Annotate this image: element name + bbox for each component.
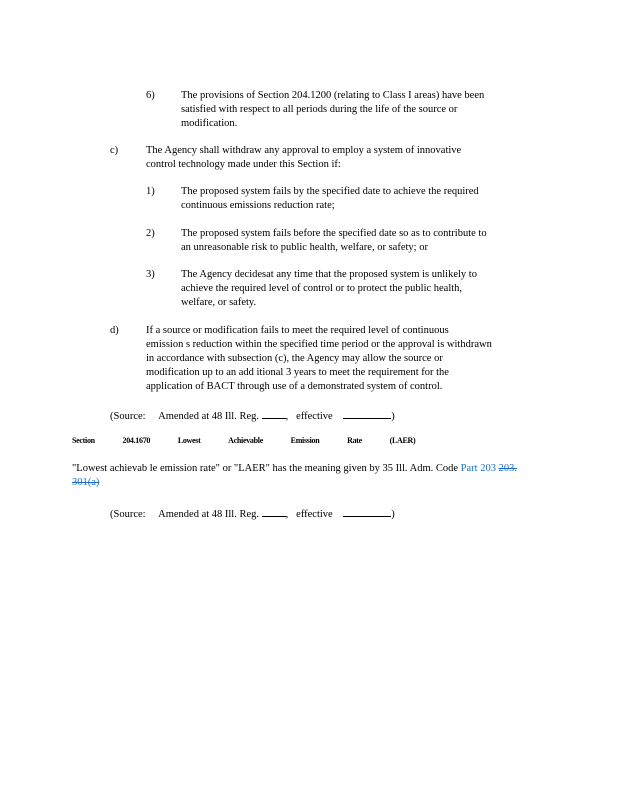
- source-note-1: [110, 408, 395, 424]
- source-effective: effective: [296, 411, 333, 422]
- item-c-line-1: The Agency shall withdraw any approval to employ a system of innovative: [146, 145, 462, 156]
- source-note-2: [110, 506, 395, 522]
- source-close-2: ): [391, 509, 395, 520]
- item-d-line-2: emission s reduction within the specified time period or the approval is withdrawn: [146, 339, 492, 350]
- item-6-line-2: satisfied with respect to all periods during the life of the source or: [181, 104, 458, 115]
- volume-blank-2[interactable]: [262, 506, 286, 517]
- item-c2-text: [181, 227, 541, 255]
- heading-word-2: Achievable: [228, 436, 263, 445]
- item-6-marker: 6): [146, 90, 155, 101]
- source-effective-2: effective: [296, 509, 333, 520]
- item-6-line-1: The provisions of Section 204.1200 (relating to Class I areas) have been: [181, 90, 485, 101]
- item-c-text: [146, 144, 506, 172]
- item-c1-text: [181, 185, 531, 213]
- item-d-text: [146, 324, 536, 394]
- item-c-line-2: control technology made under this Section if:: [146, 159, 341, 170]
- item-d-line-5: application of BACT through use of a demonstrated system of control.: [146, 381, 443, 392]
- section-heading: [72, 436, 441, 445]
- definition-text: "Lowest achievab le emission rate" or "LAER" has the meaning given by 35 Ill. Adm. Code: [72, 463, 459, 474]
- source-prefix-2: (Source:: [110, 509, 146, 520]
- item-c1-marker: 1): [146, 186, 155, 197]
- effective-date-blank-2[interactable]: [343, 506, 391, 517]
- item-6-text: [181, 89, 527, 131]
- item-d-marker: d): [110, 325, 119, 336]
- heading-word-1: Lowest: [177, 436, 201, 445]
- definition-struck-text: 203. 301(a): [72, 463, 517, 488]
- item-c2-line-1: The proposed system fails before the specified date so as to contribute to: [181, 228, 487, 239]
- item-c3-marker: 3): [146, 269, 155, 280]
- effective-date-blank[interactable]: [343, 408, 391, 419]
- source-close: ): [391, 411, 395, 422]
- source-comma: ,: [285, 411, 289, 422]
- item-c3-line-1: The Agency decidesat any time that the proposed system is unlikely to: [181, 269, 477, 280]
- source-prefix: (Source:: [110, 411, 146, 422]
- heading-word-4: Rate: [347, 436, 362, 445]
- item-d-line-1: If a source or modification fails to meet the required level of continuous: [146, 325, 449, 336]
- item-c2-marker: 2): [146, 228, 155, 239]
- source-text: Amended at 48 Ill. Reg.: [158, 411, 260, 422]
- item-d-line-4: modification up to an add itional 3 years to meet the requirement for the: [146, 367, 449, 378]
- definition-link-part-203[interactable]: Part 203: [460, 463, 496, 474]
- laer-definition: [72, 462, 542, 490]
- item-c3-text: [181, 268, 531, 310]
- item-c1-line-1: The proposed system fails by the specified date to achieve the required: [181, 186, 479, 197]
- item-c-marker: c): [110, 145, 119, 156]
- source-text-2: Amended at 48 Ill. Reg.: [158, 509, 260, 520]
- heading-section-number: 204.1670: [122, 436, 151, 445]
- item-6-line-3: modification.: [181, 118, 238, 129]
- heading-word-3: Emission: [290, 436, 320, 445]
- heading-section-label: Section: [72, 436, 95, 445]
- source-comma-2: ,: [285, 509, 289, 520]
- volume-blank[interactable]: [262, 408, 286, 419]
- item-c2-line-2: an unreasonable risk to public health, welfare, or safety; or: [181, 242, 428, 253]
- item-c1-line-2: continuous emissions reduction rate;: [181, 200, 335, 211]
- item-c3-line-3: welfare, or safety.: [181, 297, 257, 308]
- item-c3-line-2: achieve the required level of control or to protect the public health,: [181, 283, 463, 294]
- heading-word-5: (LAER): [389, 436, 416, 445]
- item-d-line-3: in accordance with subsection (c), the Agency may allow the source or: [146, 353, 443, 364]
